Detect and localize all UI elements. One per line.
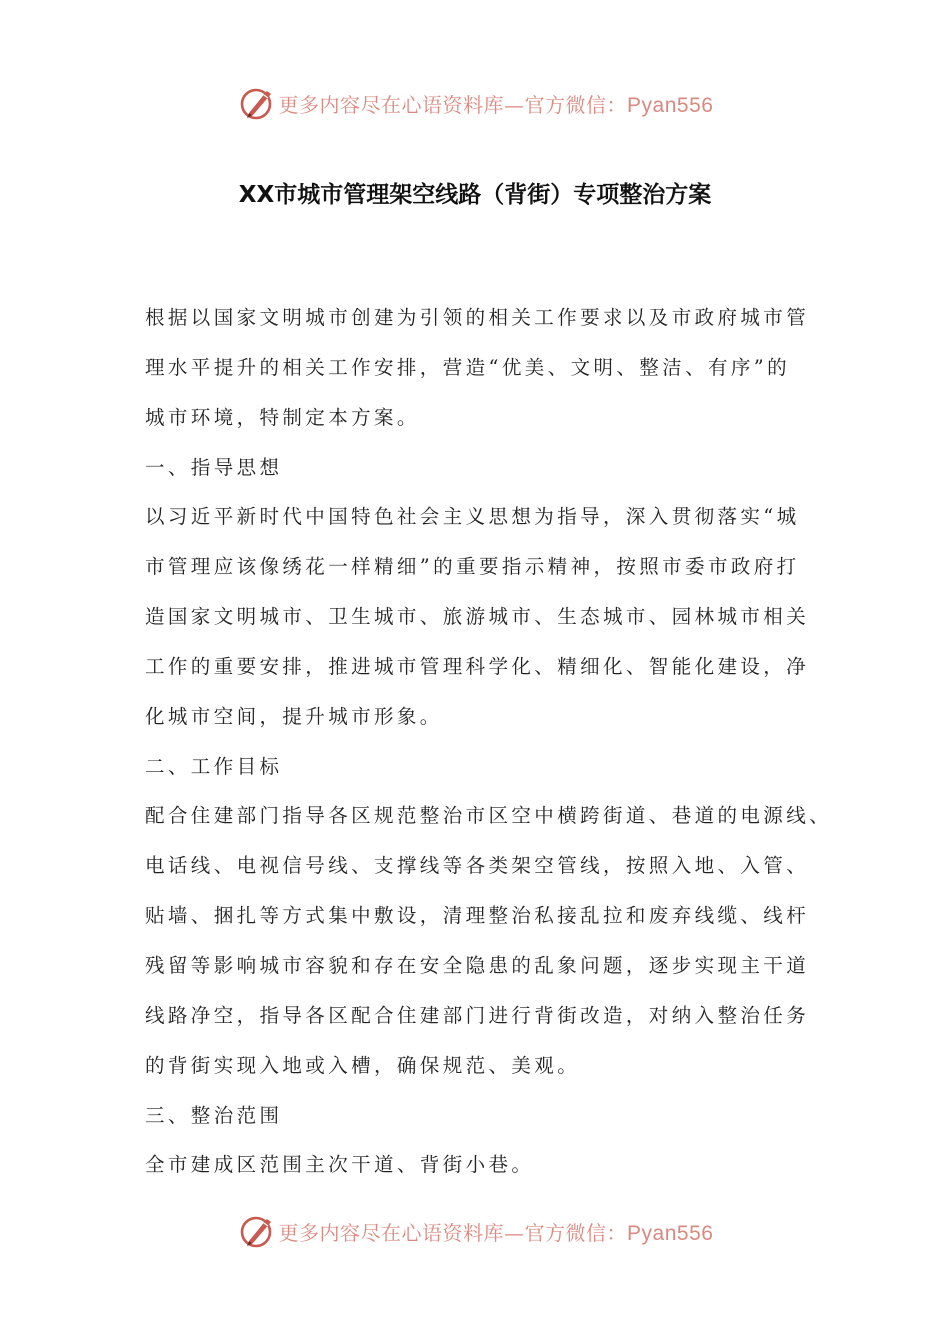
wechat-id: Pyan556: [627, 1221, 714, 1245]
body-line: 以习近平新时代中国特色社会主义思想为指导，深入贯彻落实“城: [145, 505, 800, 529]
body-line: 配合住建部门指导各区规范整治市区空中横跨街道、巷道的电源线、: [145, 804, 833, 828]
document-title: XX市城市管理架空线路（背街）专项整治方案: [238, 182, 712, 208]
pen-logo-icon: [237, 1211, 277, 1251]
body-line: 市管理应该像绣花一样精细”的重要指示精神，按照市委市政府打: [145, 555, 800, 579]
body-line: 理水平提升的相关工作安排，营造“优美、文明、整洁、有序”的: [145, 355, 791, 379]
body-line: 全市建成区范围主次干道、背街小巷。: [145, 1153, 535, 1177]
body-line: 根据以国家文明城市创建为引领的相关工作要求以及市政府城市管: [145, 306, 810, 329]
body-line: 线路净空，指导各区配合住建部门进行背街改造，对纳入整治任务: [145, 1003, 810, 1027]
body-line: 电话线、电视信号线、支撑线等各类架空管线，按照入地、入管、: [145, 854, 810, 878]
body-line: 残留等影响城市容貌和存在安全隐患的乱象问题，逐步实现主干道: [145, 953, 810, 977]
body-line: 工作的重要安排，推进城市管理科学化、精细化、智能化建设，净: [145, 654, 810, 678]
body-line: 的背街实现入地或入槽，确保规范、美观。: [145, 1053, 581, 1077]
watermark-banner-top: [0, 80, 950, 126]
body-line: 造国家文明城市、卫生城市、旅游城市、生态城市、园林城市相关: [145, 605, 810, 629]
section-heading: 二、工作目标: [145, 754, 283, 778]
section-heading: 一、指导思想: [145, 455, 283, 479]
watermark-banner-bottom: [0, 1208, 950, 1254]
watermark-text: 更多内容尽在心语资料库—官方微信：Pyan556: [278, 1220, 714, 1245]
body-line: 贴墙、捆扎等方式集中敷设，清理整治私接乱拉和废弃线缆、线杆: [145, 904, 810, 928]
section-heading: 三、整治范围: [145, 1103, 283, 1127]
body-line: 化城市空间，提升城市形象。: [145, 704, 443, 728]
document-body: [145, 293, 833, 1190]
wechat-id: Pyan556: [627, 93, 714, 117]
watermark-text: 更多内容尽在心语资料库—官方微信：Pyan556: [278, 92, 714, 117]
body-line: 城市环境，特制定本方案。: [145, 405, 420, 429]
pen-logo-icon: [237, 83, 277, 123]
